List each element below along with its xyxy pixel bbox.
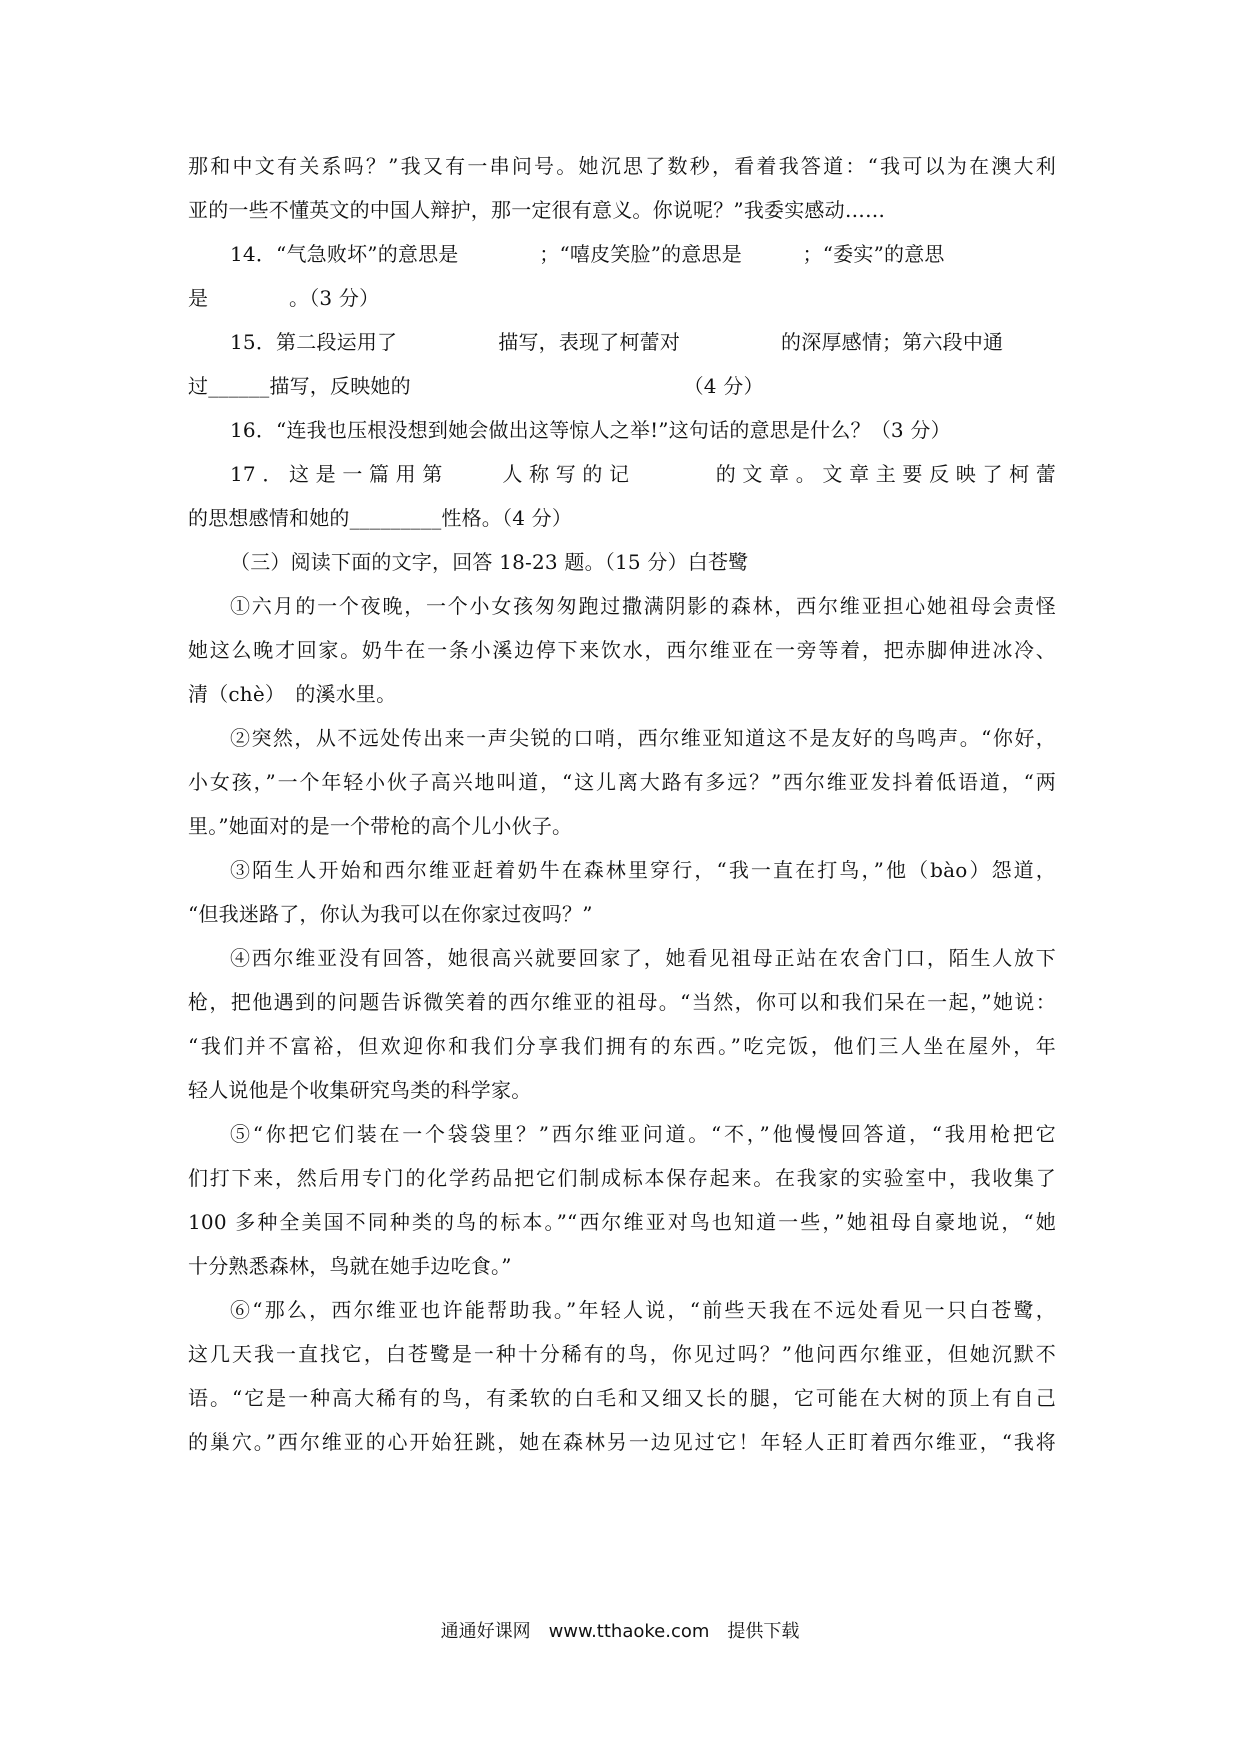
text-line: 小女孩，”一个年轻小伙子高兴地叫道，“这儿离大路有多远？”西尔维亚发抖着低语道，“两: [188, 770, 1056, 794]
text-line: 过______描写，反映她的 （4 分）: [188, 374, 764, 398]
paragraph-6: ⑥“那么，西尔维亚也许能帮助我。”年轻人说，“前些天我在不远处看见一只白苍鹭，: [230, 1298, 1056, 1322]
section-heading: （三）阅读下面的文字，回答 18-23 题。（15 分）白苍鹭: [230, 550, 749, 574]
question-17: 17．这是一篇用第 人称写的记 的文章。文章主要反映了柯蕾: [230, 462, 1056, 486]
paragraph-3: ③陌生人开始和西尔维亚赶着奶牛在森林里穿行，“我一直在打鸟，”他（bào）怨道，: [230, 858, 1056, 882]
paragraph-4: ④西尔维亚没有回答，她很高兴就要回家了，她看见祖母正站在农舍门口，陌生人放下: [230, 946, 1056, 970]
text-line: 100 多种全美国不同种类的鸟的标本。”“西尔维亚对鸟也知道一些，”她祖母自豪地说，“她: [188, 1210, 1056, 1234]
text-line: 这几天我一直找它，白苍鹭是一种十分稀有的鸟，你见过吗？”他问西尔维亚，但她沉默不: [188, 1342, 1056, 1366]
text-line: 语。“它是一种高大稀有的鸟，有柔软的白毛和又细又长的腿，它可能在大树的顶上有自己: [188, 1386, 1056, 1410]
text-line: 她这么晚才回家。奶牛在一条小溪边停下来饮水，西尔维亚在一旁等着，把赤脚伸进冰冷、: [188, 638, 1056, 662]
text-line: 的思想感情和她的_________性格。（4 分）: [188, 506, 573, 530]
text-line: 轻人说他是个收集研究鸟类的科学家。: [188, 1078, 532, 1102]
text-line: 亚的一些不懂英文的中国人辩护，那一定很有意义。你说呢？”我委实感动……: [188, 198, 886, 222]
text-line: 们打下来，然后用专门的化学药品把它们制成标本保存起来。在我家的实验室中，我收集了: [188, 1166, 1056, 1190]
question-14: 14．“气急败坏”的意思是 ；“嘻皮笑脸”的意思是 ；“委实”的意思: [230, 242, 945, 266]
text-line: 十分熟悉森林，鸟就在她手边吃食。”: [188, 1254, 512, 1278]
paragraph-2: ②突然，从不远处传出来一声尖锐的口哨，西尔维亚知道这不是友好的鸟鸣声。“你好，: [230, 726, 1056, 750]
text-line: 里。”她面对的是一个带枪的高个儿小伙子。: [188, 814, 573, 838]
text-line: 枪，把他遇到的问题告诉微笑着的西尔维亚的祖母。“当然，你可以和我们呆在一起，”她说：: [188, 990, 1056, 1014]
question-15: 15．第二段运用了 描写，表现了柯蕾对 的深厚感情；第六段中通: [230, 330, 1004, 354]
text-line: 的巢穴。”西尔维亚的心开始狂跳，她在森林另一边见过它！年轻人正盯着西尔维亚，“我将: [188, 1430, 1056, 1454]
page-footer: 通通好课网 www.tthaoke.com 提供下载: [440, 1621, 800, 1642]
paragraph-1: ①六月的一个夜晚，一个小女孩匆匆跑过撒满阴影的森林，西尔维亚担心她祖母会责怪: [230, 594, 1056, 618]
text-line: “我们并不富裕，但欢迎你和我们分享我们拥有的东西。”吃完饭，他们三人坐在屋外，年: [188, 1034, 1056, 1058]
text-line: 清（chè） 的溪水里。: [188, 682, 397, 706]
text-line: 是 。（3 分）: [188, 286, 380, 310]
paragraph-5: ⑤“你把它们装在一个袋袋里？”西尔维亚问道。“不，”他慢慢回答道，“我用枪把它: [230, 1122, 1056, 1146]
text-line: 那和中文有关系吗？”我又有一串问号。她沉思了数秒，看着我答道：“我可以为在澳大利: [188, 154, 1056, 178]
question-16: 16．“连我也压根没想到她会做出这等惊人之举!”这句话的意思是什么？（3 分）: [230, 418, 951, 442]
text-line: “但我迷路了，你认为我可以在你家过夜吗？”: [188, 902, 593, 926]
